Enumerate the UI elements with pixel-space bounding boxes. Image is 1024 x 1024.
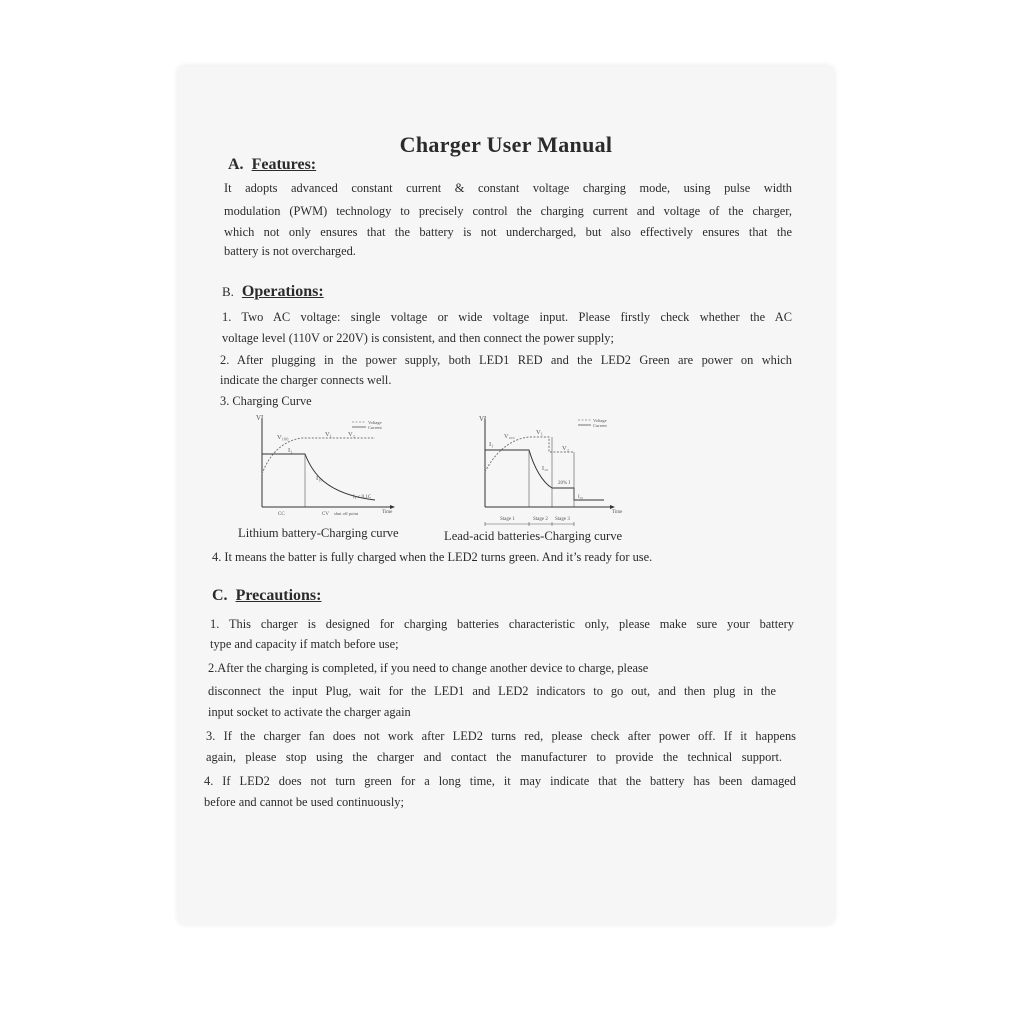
lead-x-arrow bbox=[610, 505, 615, 509]
section-a-line: battery is not overcharged. bbox=[224, 244, 356, 258]
section-c-line: 2.After the charging is completed, if you need to change another device to charge, please bbox=[208, 661, 649, 675]
lithium-label-time: Time bbox=[382, 510, 393, 515]
section-b-line: voltage level (110V or 220V) is consistent, and then connect the power supply; bbox=[222, 331, 614, 345]
section-a-line: which not only ensures that the battery is not undercharged, but also effectively ensures that the bbox=[224, 225, 792, 239]
section-c-heading bbox=[212, 587, 321, 605]
lead-label-v100: V₁₀₀ bbox=[504, 434, 515, 440]
lithium-label-v2: V₂ bbox=[348, 431, 355, 438]
lithium-label-cc: CC bbox=[278, 512, 285, 516]
section-c-line: again, please stop using the charger and contact the manufacturer to provide the technical support. bbox=[206, 750, 782, 764]
lithium-y-label: VI bbox=[256, 414, 264, 422]
lead-label-i1: I₁ bbox=[489, 441, 494, 448]
section-c-line: before and cannot be used continuously; bbox=[204, 795, 404, 809]
lithium-voltage-curve bbox=[262, 438, 375, 474]
section-a-title: Features: bbox=[251, 156, 317, 173]
section-b-line: 3. Charging Curve bbox=[220, 394, 312, 408]
section-c-line: 4. If LED2 does not turn green for a long time, it may indicate that the battery has been damaged bbox=[204, 774, 796, 788]
section-c-letter: C. bbox=[212, 587, 228, 604]
page-title: Charger User Manual bbox=[399, 132, 613, 157]
section-a-heading bbox=[228, 156, 316, 174]
lithium-legend-current: Current bbox=[368, 425, 382, 430]
lead-label-stage1: Stage 1 bbox=[500, 517, 515, 522]
lithium-x-arrow bbox=[390, 505, 395, 509]
lead-legend-voltage: Voltage bbox=[593, 418, 607, 423]
lithium-label-i1: I₁ bbox=[288, 447, 293, 454]
lead-current-curve bbox=[485, 450, 604, 500]
section-c-title: Precautions: bbox=[235, 587, 322, 604]
section-c-line: input socket to activate the charger again bbox=[208, 705, 411, 719]
section-a-letter: A. bbox=[228, 156, 244, 173]
lithium-chart-caption: Lithium battery-Charging curve bbox=[238, 526, 399, 540]
lead-legend-current: Current bbox=[593, 423, 607, 428]
section-c-line: type and capacity if match before use; bbox=[210, 637, 399, 651]
lead-voltage-curve bbox=[485, 437, 574, 472]
lithium-label-cv: CV bbox=[322, 512, 329, 516]
lead-label-i10: I₁₀ bbox=[542, 466, 549, 472]
section-b-letter: B. bbox=[222, 284, 234, 299]
section-b-line: 2. After plugging in the power supply, both LED1 RED and the LED2 Green are power on which bbox=[220, 353, 792, 367]
section-b-title: Operations: bbox=[241, 283, 324, 300]
section-c-line: 3. If the charger fan does not work after LED2 turns red, please check after power off. If it happens bbox=[206, 729, 796, 743]
lithium-label-iend: I₀ ≤ 0.1C bbox=[353, 495, 372, 500]
lead-acid-charging-chart bbox=[474, 412, 639, 530]
lead-label-time: Time bbox=[612, 510, 623, 515]
lithium-label-shutoff: shut off point bbox=[334, 511, 359, 516]
lead-label-pct: 20% I bbox=[558, 481, 571, 486]
lead-label-v2: V₂ bbox=[562, 445, 569, 452]
lead-label-v1: V₁ bbox=[536, 429, 543, 436]
lead-label-stage3: Stage 3 bbox=[555, 517, 570, 522]
lead-acid-chart-caption: Lead-acid batteries-Charging curve bbox=[444, 529, 623, 543]
section-b-heading bbox=[222, 283, 324, 301]
section-b-line: indicate the charger connects well. bbox=[220, 373, 392, 387]
lithium-charging-chart bbox=[250, 412, 400, 516]
lead-y-label: VI bbox=[479, 415, 487, 423]
section-a-line: modulation (PWM) technology to precisely control the charging current and voltage of the charger, bbox=[224, 204, 792, 218]
lithium-label-i10: I₁₀ bbox=[316, 475, 323, 482]
lithium-label-v1: V₁ bbox=[325, 431, 332, 438]
lead-label-stage2: Stage 2 bbox=[533, 517, 548, 522]
section-b-line: 1. Two AC voltage: single voltage or wide voltage input. Please firstly check whether the AC bbox=[222, 310, 792, 324]
section-a-line: It adopts advanced constant current & constant voltage charging mode, using pulse width bbox=[224, 181, 792, 195]
lithium-label-v100: V₁₀₀ bbox=[277, 434, 289, 441]
section-c-line: 1. This charger is designed for charging batteries characteristic only, please make sure your battery bbox=[210, 617, 794, 631]
section-c-line: disconnect the input Plug, wait for the LED1 and LED2 indicators to go out, and then plug in the bbox=[208, 684, 776, 698]
lithium-legend-voltage: Voltage bbox=[368, 420, 382, 425]
lead-label-iend: I₁₀ bbox=[578, 495, 584, 500]
section-b-line4: 4. It means the batter is fully charged when the LED2 turns green. And it’s ready for use. bbox=[212, 550, 653, 564]
manual-page bbox=[178, 66, 834, 924]
